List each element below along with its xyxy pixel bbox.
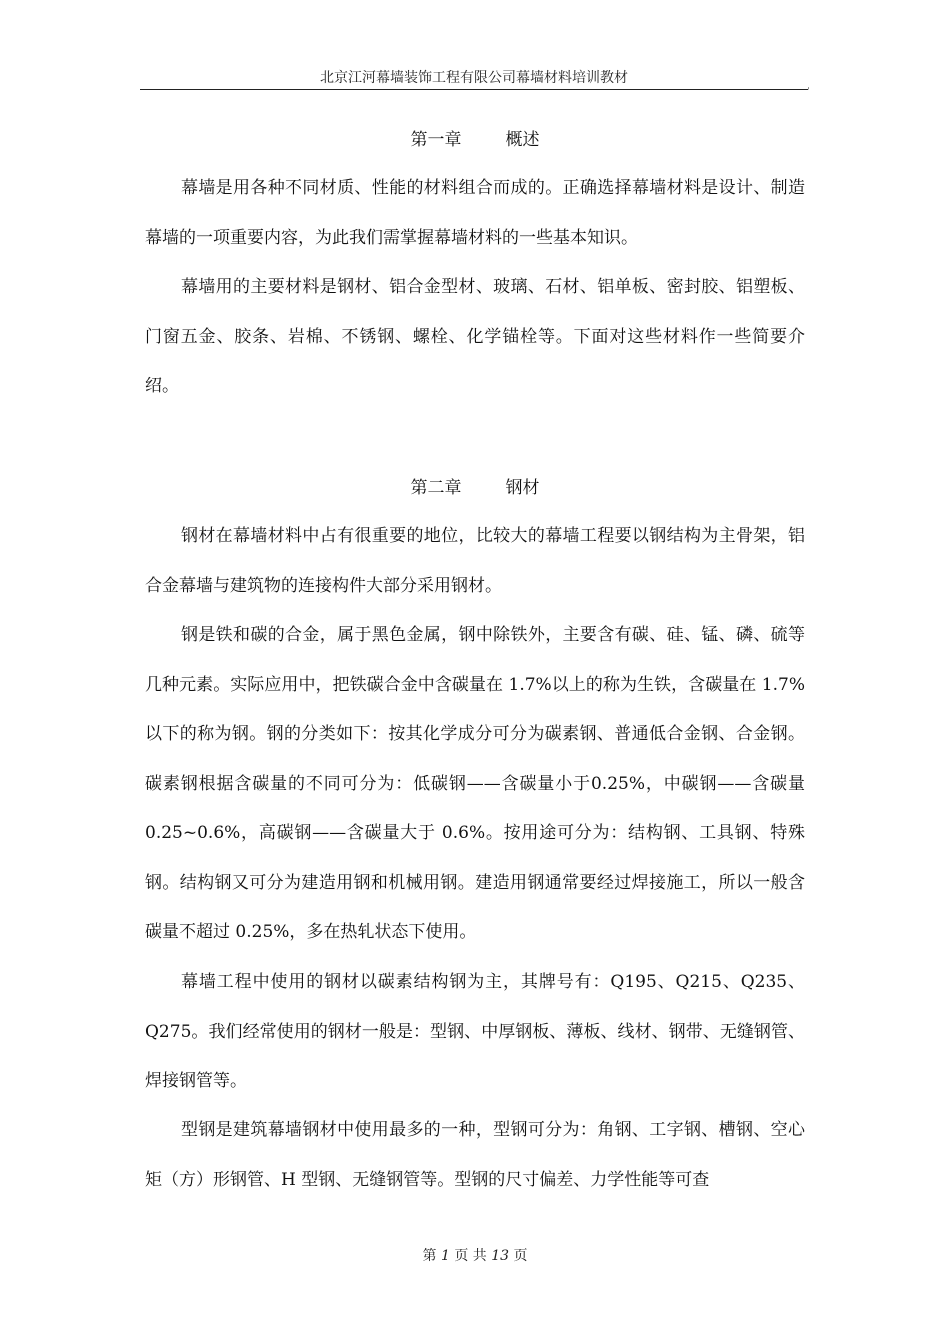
chapter-1-name: 概述 xyxy=(505,130,540,150)
footer-prefix: 第 xyxy=(422,1248,437,1264)
chapter-2-number: 第二章 xyxy=(410,478,462,498)
page-header xyxy=(140,68,808,88)
footer-middle: 页 共 xyxy=(454,1248,487,1264)
chapter-2-title xyxy=(145,476,805,500)
chapter-1-number: 第一章 xyxy=(410,130,462,150)
footer-total-pages: 13 xyxy=(491,1248,510,1264)
chapter-1-paragraph-1: 幕墙是用各种不同材质、性能的材料组合而成的。正确选择幕墙材料是设计、制造幕墙的一项重要内容，为此我们需掌握幕墙材料的一些基本知识。 xyxy=(145,178,805,248)
chapter-2-name: 钢材 xyxy=(505,478,540,498)
chapter-2-paragraph-4: 型钢是建筑幕墙钢材中使用最多的一种，型钢可分为：角钢、工字钢、槽钢、空心矩（方）形钢管、H 型钢、无缝钢管等。型钢的尺寸偏差、力学性能等可查 xyxy=(145,1120,805,1190)
chapter-2-paragraph-2: 钢是铁和碳的合金，属于黑色金属，钢中除铁外，主要含有碳、硅、锰、磷、硫等几种元素。实际应用中，把铁碳合金中含碳量在 1.7%以上的称为生铁，含碳量在 1.7%以下的称为钢。钢的分类如下：按其化学成分可分为碳素钢、普通低合金钢、合金钢。碳素钢根据含碳量的不同可分为：低碳钢——含碳量小于0.25%，中碳钢——含碳量0.25~0.6%，高碳钢——含碳量大于 0.6%。按用途可分为：结构钢、工具钢、特殊钢。结构钢又可分为建造用钢和机械用钢。建造用钢通常要经过焊接施工，所以一般含碳量不超过 0.25%，多在热轧状态下使用。 xyxy=(145,625,805,942)
header-divider xyxy=(140,89,808,90)
footer-page-number: 1 xyxy=(440,1248,450,1264)
paragraph-mark-icon: ˌ xyxy=(807,80,810,91)
chapter-2-paragraph-1: 钢材在幕墙材料中占有很重要的地位，比较大的幕墙工程要以钢结构为主骨架，铝合金幕墙与建筑物的连接构件大部分采用钢材。 xyxy=(145,526,805,596)
footer-suffix: 页 xyxy=(513,1248,528,1264)
page-footer xyxy=(0,1246,950,1266)
chapter-1-paragraph-2: 幕墙用的主要材料是钢材、铝合金型材、玻璃、石材、铝单板、密封胶、铝塑板、门窗五金、胶条、岩棉、不锈钢、螺栓、化学锚栓等。下面对这些材料作一些简要介绍。 xyxy=(145,277,805,396)
chapter-1-title xyxy=(145,128,805,152)
header-title: 北京江河幕墙装饰工程有限公司幕墙材料培训教材 xyxy=(320,70,628,86)
chapter-2-paragraph-3: 幕墙工程中使用的钢材以碳素结构钢为主，其牌号有：Q195、Q215、Q235、Q275。我们经常使用的钢材一般是：型钢、中厚钢板、薄板、线材、钢带、无缝钢管、焊接钢管等。 xyxy=(145,972,805,1091)
